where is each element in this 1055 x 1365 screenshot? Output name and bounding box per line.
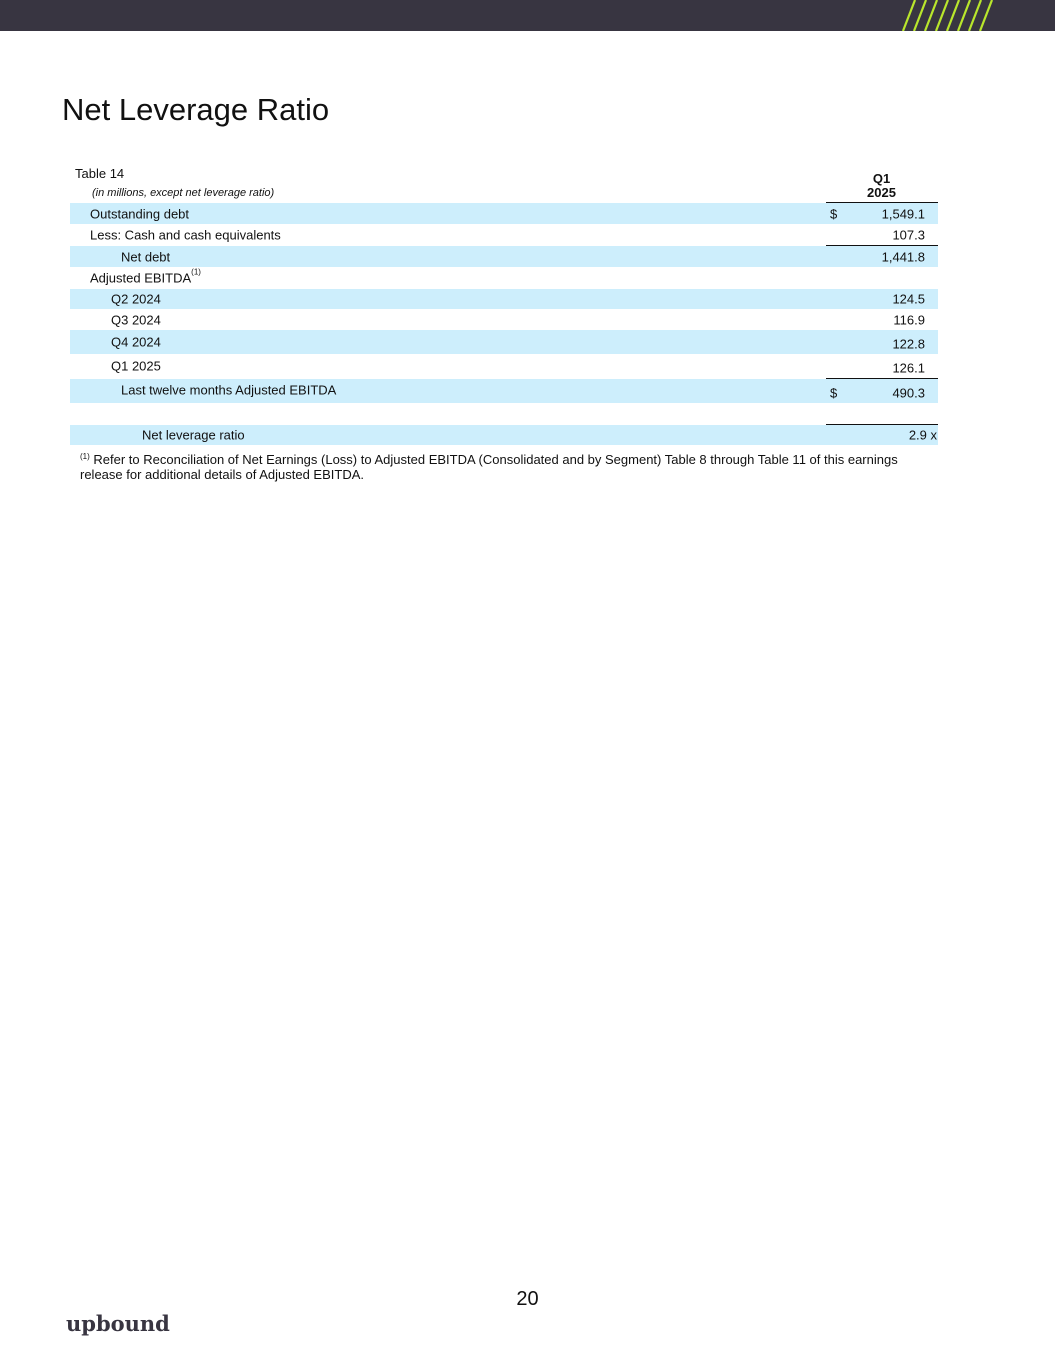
- row-label: Q2 2024: [111, 291, 161, 307]
- page-title: Net Leverage Ratio: [62, 92, 330, 127]
- column-header-year: 2025: [867, 185, 896, 200]
- row-label: Last twelve months Adjusted EBITDA: [121, 382, 337, 398]
- footnote: [80, 452, 920, 482]
- footnote-text: Refer to Reconciliation of Net Earnings (Loss) to Adjusted EBITDA (Consolidated and by Segment) Table 8 through Table 11 of this earnings release for additional details of Adjusted EBITDA.: [80, 452, 898, 482]
- units-note: (in millions, except net leverage ratio): [92, 187, 275, 199]
- company-logo: upbound: [66, 1311, 170, 1336]
- row-value: 107.3: [892, 227, 925, 243]
- page-number: 20: [516, 1288, 539, 1310]
- currency-symbol: $: [830, 385, 838, 401]
- row-label: Q3 2024: [111, 312, 161, 327]
- row-value: 1,549.1: [881, 206, 925, 221]
- row-value: 126.1: [892, 360, 925, 376]
- row-label: Q4 2024: [111, 334, 161, 350]
- row-value: 490.3: [892, 385, 925, 401]
- table-row-q1-2025: [70, 354, 938, 378]
- row-label: Less: Cash and cash equivalents: [90, 227, 281, 243]
- table-row-adjusted-ebitda: [70, 267, 938, 289]
- table-row-less-cash: [70, 225, 938, 245]
- column-header-quarter: Q1: [872, 171, 891, 186]
- table-row-net-debt: [70, 246, 938, 267]
- table-row-outstanding-debt: [70, 203, 938, 224]
- row-value: 2.9 x: [908, 427, 937, 443]
- row-value: 1,441.8: [881, 249, 925, 264]
- table-row-ltm-ebitda: [70, 379, 938, 403]
- row-label: Outstanding debt: [90, 206, 190, 221]
- row-value: 122.8: [892, 336, 925, 352]
- diagonal-stripes-icon: [885, 0, 1005, 31]
- table-row-net-leverage-ratio: [70, 425, 938, 445]
- table-row-q3-2024: [70, 309, 938, 330]
- row-label: Net leverage ratio: [142, 427, 245, 443]
- top-banner: [0, 0, 1055, 31]
- currency-symbol: $: [830, 206, 838, 221]
- table-row-q2-2024: [70, 289, 938, 309]
- table-label: Table 14: [75, 166, 125, 181]
- row-label-text: Adjusted EBITDA: [90, 270, 192, 286]
- row-label: Net debt: [121, 249, 171, 264]
- column-header: [826, 172, 937, 200]
- row-value: 116.9: [893, 312, 925, 327]
- row-label: [90, 267, 201, 286]
- row-label: Q1 2025: [111, 358, 161, 374]
- row-value: 124.5: [892, 291, 925, 307]
- table-row-q4-2024: [70, 330, 938, 354]
- footnote-reference: (1): [191, 267, 201, 277]
- footnote-marker: (1): [80, 452, 90, 461]
